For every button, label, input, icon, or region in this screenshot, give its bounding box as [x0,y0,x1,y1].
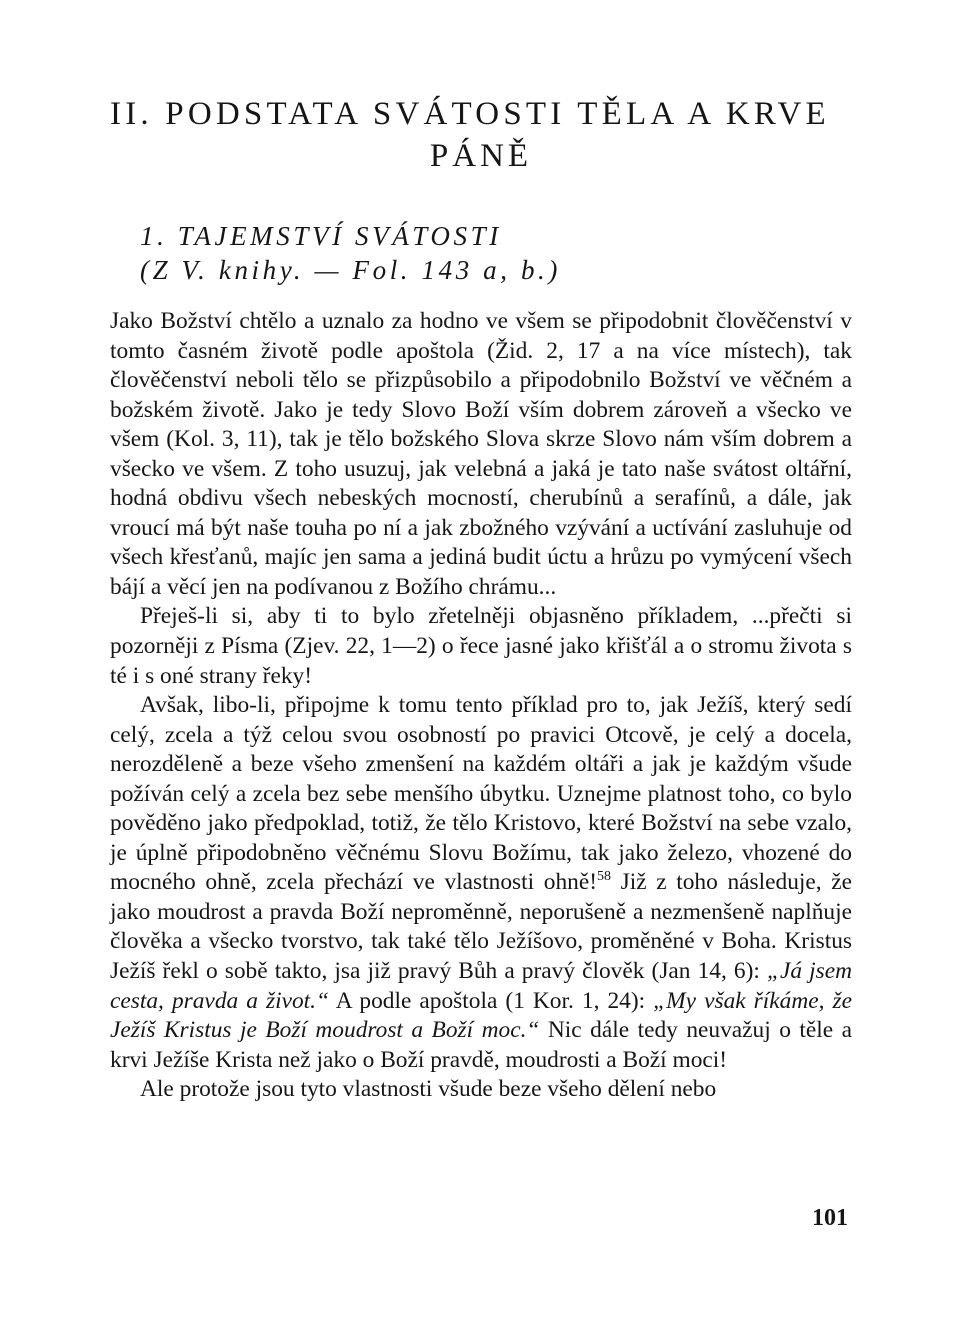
paragraph-3-text-end: Nic dále tedy neuvažuj o těle a krvi Ježíše Krista než jako o Boží pravdě, moudrosti a Boží moci! [110,1017,852,1073]
section-heading-block [140,219,852,287]
book-page [110,95,852,1105]
chapter-title [110,95,852,175]
paragraph-1: Jako Božství chtělo a uznalo za hodno ve všem se připodobnit člověčenství v tomto časném životě podle apoštola (Žid. 2, 17 a na více místech), tak člověčenství neboli tělo se přizpůsobilo a připodobnilo Božství ve věčném a božském životě. Jako je tedy Slovo Boží vším dobrem zároveň a všecko ve všem (Kol. 3, 11), tak je tělo božského Slova skrze Slovo nám vším dobrem a všecko ve všem. Z toho usuzuj, jak velebná a jaká je tato naše svátost oltářní, hodná obdivu všech nebeských mocností, cherubínů a serafínů, a dále, jak vroucí má být naše touha po ní a jak zbožného vzývání a uctívání zasluhuje od všech křesťanů, majíc jen sama a jediná budit úctu a hrůzu po vymýcení všech bájí a věcí jen na podívanou z Božího chrámu... [110,308,852,600]
section-heading: 1. TAJEMSTVÍ SVÁTOSTI [140,221,502,251]
body-text [110,307,852,1105]
paragraph-3-text-start: Avšak, libo-li, připojme k tomu tento příklad pro to, jak Ježíš, který sedí celý, zcela a týž celou svou osobností po pravici Otcově, je celý a docela, nerozděleně a beze všeho zmenšení na každém oltáři a jak je každým všude požíván celý a zcela bez sebe menšího úbytku. Uznejme platnost toho, co bylo pověděno jako předpoklad, totiž, že tělo Kristovo, které Božství na sebe vzalo, je úplně připodobněno věčnému Slovu Božímu, tak jako železo, vhozené do mocného ohně, zcela přechází ve vlastnosti ohně! [110,692,852,896]
chapter-title-line-1: II. PODSTATA SVÁTOSTI TĚLA A KRVE [110,96,830,132]
paragraph-3-text-middle-2: A podle apoštola (1 Kor. 1, 24): [329,987,654,1014]
paragraph-4: Ale protože jsou tyto vlastnosti všude beze všeho dělení nebo [140,1076,717,1103]
paragraph-2: Přeješ-li si, aby ti to bylo zřetelněji objasněno příkladem, ...přečti si pozorněji z Písma (Zjev. 22, 1—2) o řece jasné jako křišťál a o stromu života s té i s oné strany řeky! [110,603,852,689]
section-source: (Z V. knihy. — Fol. 143 a, b.) [140,255,561,285]
quote-corinthians: „My však říkáme, že Ježíš Kristus je Boží moudrost a Boží moc.“ [110,987,852,1044]
paragraph-3-text-middle-1: Již z toho následuje, že jako moudrost a pravda Boží neproměnně, neporušeně a nezmenšeně naplňuje člověka a všecko tvorstvo, tak také tělo Ježíšovo, proměněné v Boha. Kristus Ježíš řekl o sobě takto, jsa již pravý Bůh a pravý člověk (Jan 14, 6): [110,869,853,985]
chapter-title-line-2: PÁNĚ [429,138,533,174]
footnote-reference: 58 [597,869,612,885]
quote-john: „Já jsem cesta, pravda a život.“ [110,958,853,1014]
paragraph-3 [110,691,852,1075]
page-number: 101 [812,1205,848,1231]
